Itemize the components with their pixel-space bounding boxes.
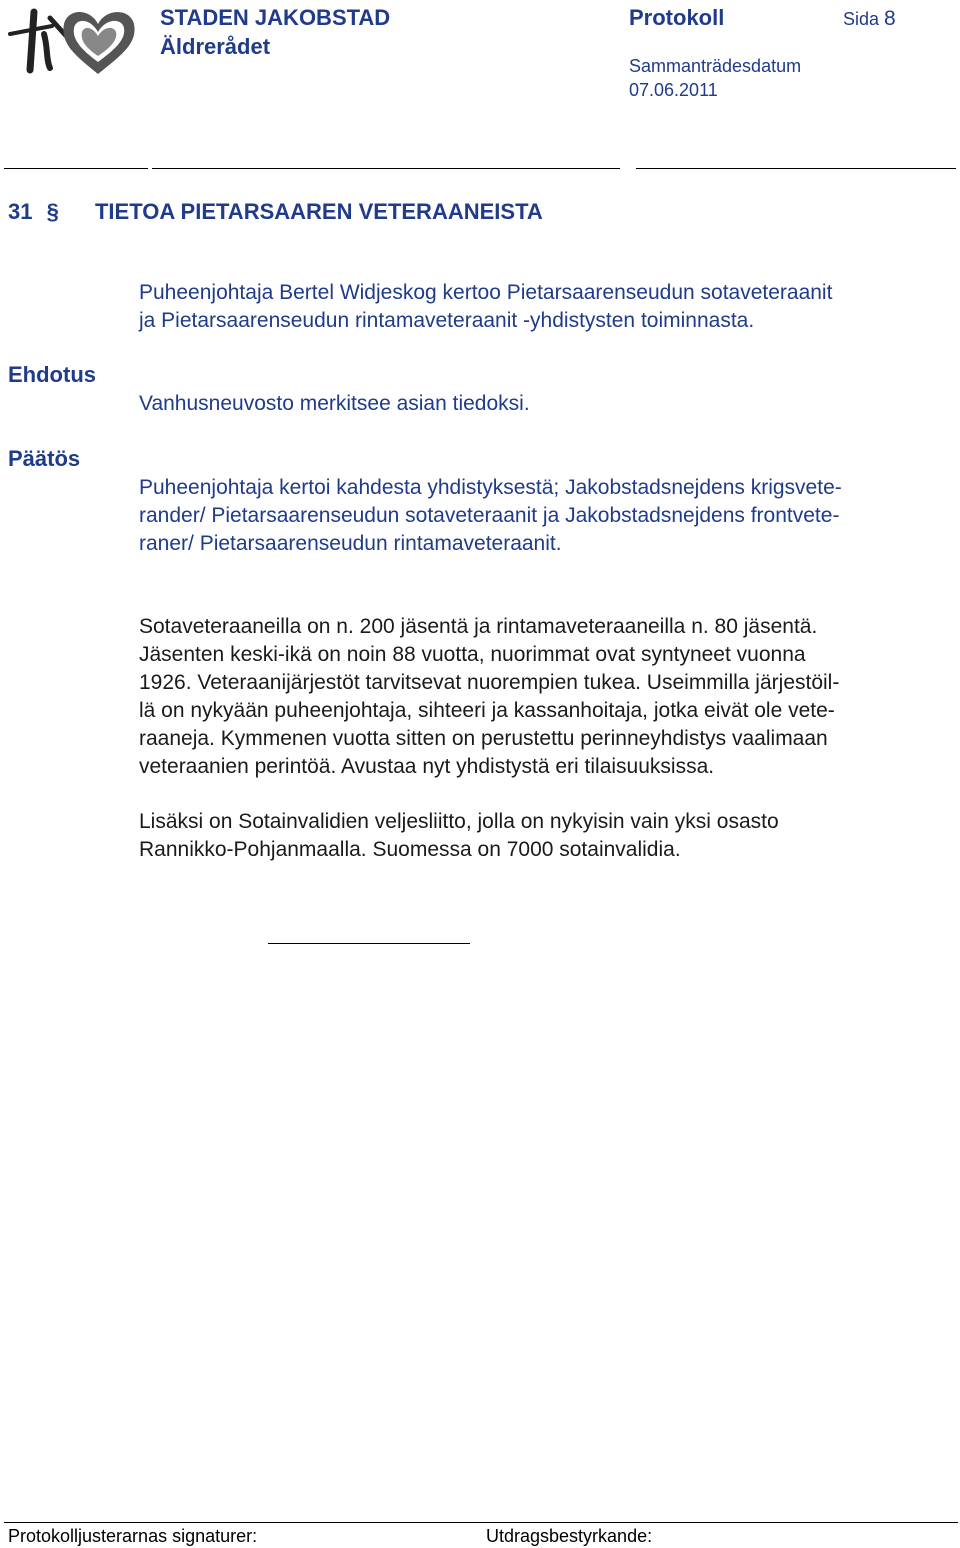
signatures-label: Protokolljusterarnas signaturer:: [8, 1526, 258, 1546]
header-divider-middle: [152, 168, 620, 169]
decision-line: Puheenjohtaja kertoi kahdesta yhdistyksestä; Jakobstadsnejdens krigsvete-: [139, 476, 842, 499]
meeting-date-label: Sammanträdesdatum: [629, 56, 802, 76]
decision-line: rander/ Pietarsaarenseudun sotaveteraanit ja Jakobstadsnejdens frontvete-: [139, 504, 840, 527]
decision-line: lä on nykyään puheenjohtaja, sihteeri ja kassanhoitaja, jotka eivät ole vete-: [139, 699, 835, 722]
document-type: Protokoll: [629, 5, 725, 30]
decision-line: Lisäksi on Sotainvalidien veljesliitto, jolla on nykyisin vain yksi osasto: [139, 810, 779, 833]
decision-line: Sotaveteraaneilla on n. 200 jäsentä ja rintamaveteraaneilla n. 80 jäsentä.: [139, 615, 818, 638]
council-name: Äldrerådet: [160, 34, 271, 59]
header-divider-left: [4, 168, 148, 169]
intro-paragraph: [139, 279, 945, 335]
intro-line: ja Pietarsaarenseudun rintamaveteraanit -yhdistysten toiminnasta.: [139, 309, 755, 332]
end-of-section-rule: [268, 943, 470, 944]
decision-paragraph-2: [139, 613, 945, 781]
section-title: TIETOA PIETARSAAREN VETERAANEISTA: [94, 199, 543, 224]
decision-line: veteraanien perintöä. Avustaa nyt yhdistystä eri tilaisuuksissa.: [139, 755, 715, 778]
decision-line: raaneja. Kymmenen vuotta sitten on perustettu perinneyhdistys vaalimaan: [139, 727, 828, 750]
decision-line: Jäsenten keski-ikä on noin 88 vuotta, nuorimmat ovat syntyneet vuonna: [139, 643, 806, 666]
header-divider-right: [636, 168, 956, 169]
meeting-date: 07.06.2011: [629, 80, 718, 100]
proposal-text: Vanhusneuvosto merkitsee asian tiedoksi.: [139, 392, 530, 415]
section-symbol: §: [46, 199, 59, 224]
decision-line: Rannikko-Pohjanmaalla. Suomessa on 7000 sotainvalidia.: [139, 838, 681, 861]
page-label: Sida: [843, 9, 880, 29]
page-number: 8: [884, 7, 896, 30]
extract-certification-label: Utdragsbestyrkande:: [486, 1526, 653, 1546]
section-number: 31: [8, 199, 33, 224]
decision-paragraph-1: [139, 474, 945, 558]
decision-label: Päätös: [8, 446, 81, 471]
decision-paragraph-3: [139, 808, 945, 864]
jakobstad-heart-logo-icon: [6, 4, 138, 78]
proposal-label: Ehdotus: [8, 362, 96, 387]
section-heading: [8, 199, 543, 225]
city-name: STADEN JAKOBSTAD: [160, 5, 391, 30]
page-indicator: [843, 7, 896, 31]
decision-line: raner/ Pietarsaarenseudun rintamaveteraanit.: [139, 532, 562, 555]
intro-line: Puheenjohtaja Bertel Widjeskog kertoo Pietarsaarenseudun sotaveteraanit: [139, 281, 833, 304]
footer-divider: [4, 1522, 958, 1523]
decision-line: 1926. Veteraanijärjestöt tarvitsevat nuorempien tukea. Useimmilla järjestöil-: [139, 671, 840, 694]
